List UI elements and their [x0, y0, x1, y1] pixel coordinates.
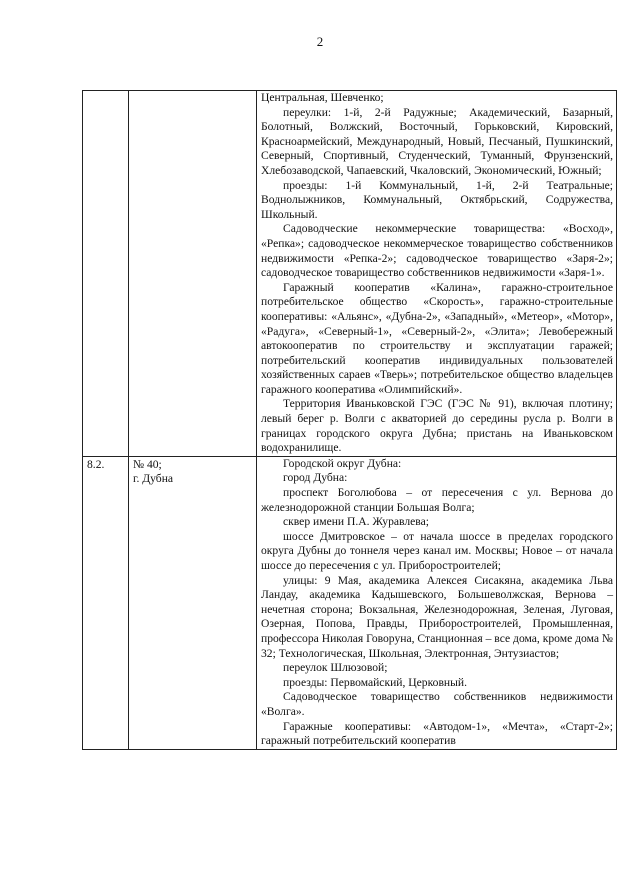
row-number-cell: 8.2.: [83, 456, 129, 749]
boundary-paragraph: Садоводческое товарищество собственников недвижимости «Волга».: [261, 690, 613, 718]
districts-table: [82, 90, 617, 750]
boundary-paragraph: город Дубна:: [283, 471, 348, 485]
boundary-paragraph: Территория Иваньковской ГЭС (ГЭС № 91), включая плотину; левый берег р. Волги с акваторией до середины русла р. Волги в границах городского округа Дубна; пристань на Иваньковском водохранилище.: [261, 397, 613, 455]
boundary-paragraph: шоссе Дмитровское – от начала шоссе в пределах городского округа Дубны до тоннеля через канал им. Москвы; Новое – от начала шоссе до пересечения с ул. Приборостроителей;: [261, 529, 613, 572]
boundary-description-cell: [257, 456, 617, 749]
table-row: [83, 456, 617, 749]
boundary-paragraph: Городской округ Дубна:: [283, 456, 402, 470]
district-cell: [129, 91, 257, 457]
district-line: г. Дубна: [133, 472, 174, 486]
district-line: № 40;: [133, 457, 162, 471]
boundary-paragraph: проспект Боголюбова – от пересечения с ул. Вернова до железнодорожной станции Большая Волга;: [261, 486, 613, 514]
district-cell: [129, 456, 257, 749]
districts-table-body: [83, 91, 617, 750]
boundary-paragraph: Садоводческие некоммерческие товарищества: «Восход», «Репка»; садоводческое некоммерческое товарищество собственников недвижимости «Репка-2»; садоводческое товарищество «Заря-2»; садоводческое товарищество собственников недвижимости «Заря-1».: [261, 222, 613, 280]
boundary-paragraph: переулок Шлюзовой;: [283, 661, 388, 675]
boundary-paragraph: проезды: 1-й Коммунальный, 1-й, 2-й Театральные; Воднолыжников, Коммунальный, Октябрьский, Содружества, Школьный.: [261, 178, 613, 221]
boundary-description-cell: [257, 91, 617, 457]
page-number: 2: [316, 34, 324, 49]
table-row: [83, 91, 617, 457]
boundary-paragraph: Гаражный кооператив «Калина», гаражно-строительное потребительское общество «Скорость», гаражно-строительные кооперативы: «Альянс», «Дубна-2», «Западный», «Метеор», «Мотор», «Радуга», «Северный-1», «Северный-2», «Элита»; Левобережный автокооператив по строительству и эксплуатации гаражей; потребительский кооператив индивидуальных пользователей хозяйственных сараев «Тверь»; потребительское общество владельцев гаражного кооператива «Олимпийский».: [261, 280, 613, 396]
boundary-paragraph: проезды: Первомайский, Церковный.: [283, 675, 468, 689]
boundary-paragraph: Центральная, Шевченко;: [261, 91, 384, 104]
boundary-paragraph: Гаражные кооперативы: «Автодом-1», «Мечта», «Старт-2»; гаражный потребительский кооператив: [261, 719, 613, 748]
row-number-cell: [83, 91, 129, 457]
boundary-paragraph: улицы: 9 Мая, академика Алексея Сисакяна, академика Льва Ландау, академика Кадышевского, Большеволжская, Вернова – нечетная сторона; Вокзальная, Железнодорожная, Зеленая, Луговая, Озерная, Попова, Правды, Приборостроителей, Промышленная, профессора Николая Говоруна, Станционная – все дома, кроме дома № 32; Технологическая, Школьная, Электронная, Энтузиастов;: [261, 573, 613, 660]
boundary-paragraph: сквер имени П.А. Журавлева;: [283, 515, 429, 529]
boundary-paragraph: переулки: 1-й, 2-й Радужные; Академический, Базарный, Болотный, Волжский, Восточный, Горьковский, Кировский, Красноармейский, Международный, Новый, Песчаный, Пушкинский, Северный, Спортивный, Студенческий, Туманный, Фрунзенский, Хлебозаводской, Чапаевский, Чкаловский, Экономический, Южный;: [261, 105, 613, 177]
